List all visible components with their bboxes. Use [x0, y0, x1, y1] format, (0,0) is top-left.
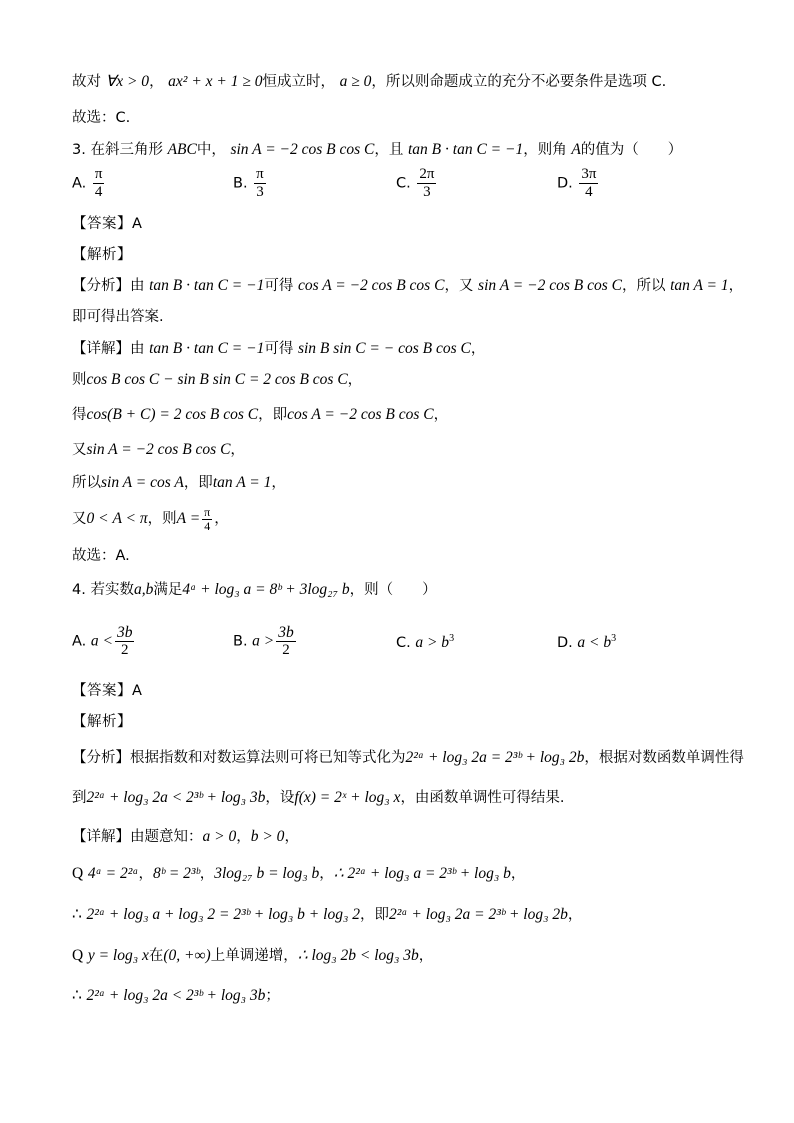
text: ，且 — [374, 142, 404, 158]
math-expr: a < — [90, 632, 113, 650]
fraction-numerator: 3b — [116, 624, 133, 641]
fraction-numerator: π — [94, 166, 103, 182]
text: 所以 — [72, 475, 101, 491]
text-line — [72, 473, 286, 493]
math-expr: cos A = −2 cos B cos C — [287, 406, 434, 423]
option-letter: C. — [396, 175, 411, 192]
option-a — [72, 624, 136, 659]
text: ，即 — [258, 407, 288, 423]
option-b — [233, 624, 298, 659]
answer-label — [72, 214, 142, 234]
option-c — [396, 166, 438, 201]
math-expr: sin A = cos A — [101, 474, 184, 491]
math-expr: (0, +∞) — [163, 947, 211, 964]
text: ， — [728, 278, 744, 294]
option-c — [396, 634, 454, 652]
text: 故选：C. — [72, 110, 131, 126]
text: ， — [271, 475, 286, 491]
math-expr: 0 < A < π — [86, 510, 148, 527]
question-3 — [72, 140, 682, 160]
text-line — [72, 827, 299, 847]
text-line: 故对 ∀x > 0， ax² + x + 1 ≥ 0恒成立时， a ≥ 0，所以则命题成立的充分不必要条件是选项 C. — [72, 73, 667, 90]
text: ， — [319, 866, 334, 882]
text: 【解析】 — [72, 247, 132, 263]
text: ，即 — [359, 907, 389, 923]
fraction-denominator: 2 — [282, 642, 290, 658]
text: 则 — [72, 372, 87, 388]
fraction-numerator: 3b — [278, 624, 294, 641]
text: 3. 在斜三角形 — [72, 142, 163, 158]
option-d — [557, 634, 616, 652]
text: 可得 — [264, 278, 294, 294]
option-letter: A. — [72, 175, 87, 192]
fraction-denominator: 3 — [256, 184, 264, 200]
text: 上单调递增， — [210, 948, 298, 964]
text: 恒成立时， — [262, 74, 336, 90]
text: 故选：A. — [72, 548, 130, 564]
text: ，根据对数函数单调性得 — [584, 750, 744, 766]
math-expr: a > — [252, 632, 275, 650]
math-expr: tan B · tan C = −1 — [149, 277, 265, 294]
text: ； — [265, 988, 280, 1004]
math-expr: sin A = −2 cos B cos C — [86, 441, 231, 458]
math-expr: A = — [176, 510, 201, 527]
math-expr: 2²ᵃ + log₃ a + log₃ 2 = 2³ᵇ + log₃ b + log₃ 2 — [86, 906, 360, 923]
fraction-denominator: 2 — [120, 642, 129, 658]
math-expr: cos B cos C − sin B sin C = 2 cos B cos C — [86, 371, 348, 388]
text: ， — [510, 866, 526, 882]
math-expr: a > b — [415, 634, 450, 651]
text: ，即 — [183, 475, 213, 491]
text: ， — [236, 829, 251, 845]
text-line — [72, 108, 130, 128]
question-4 — [72, 580, 437, 600]
math-expr: ABC — [167, 141, 197, 158]
text-line — [72, 986, 280, 1006]
text-line — [72, 748, 744, 768]
text: 在 — [148, 948, 164, 964]
option-a — [72, 166, 106, 201]
option-d — [557, 166, 600, 201]
text: ，由函数单调性可得结果. — [400, 790, 565, 806]
math-expr: a ≥ 0 — [339, 73, 372, 90]
text: 满足 — [153, 582, 183, 598]
text: 【分析】根据指数和对数运算法则可将已知等式化为 — [72, 750, 406, 766]
math-expr: sin B sin C = − cos B cos C — [297, 340, 471, 357]
text-line — [72, 276, 743, 296]
text: 【答案】A — [72, 683, 143, 699]
text-line — [72, 864, 525, 884]
text-line — [72, 307, 164, 327]
math-expr: a,b — [133, 581, 154, 598]
math-expr: 3log₂₇ b = log₃ b — [214, 865, 320, 882]
math-expr: y = log₃ x — [87, 947, 149, 964]
math-expr: a < b — [577, 634, 612, 651]
math-expr: tan A = 1 — [212, 474, 272, 491]
text: 到 — [72, 790, 87, 806]
text: 【详解】由题意知： — [72, 829, 203, 845]
text: ，则角 — [523, 142, 567, 158]
text: 可得 — [264, 341, 294, 357]
text-line — [72, 946, 433, 966]
math-expr: sin A = −2 cos B cos C — [230, 141, 375, 158]
superscript: 3 — [449, 633, 455, 645]
text: ， — [418, 948, 434, 964]
text: ，则（ ） — [349, 582, 437, 598]
text: ，则 — [147, 511, 177, 527]
math-expr: A — [571, 141, 581, 158]
math-expr: 2²ᵃ + log₃ 2a = 2³ᵇ + log₃ 2b — [405, 749, 585, 766]
text-line — [72, 405, 448, 425]
text: ， — [284, 829, 299, 845]
text: 中， — [196, 142, 226, 158]
fraction-denominator: 4 — [94, 184, 103, 200]
option-letter: D. — [557, 175, 573, 192]
text-line — [72, 905, 582, 925]
therefore-symbol: ∴ — [72, 987, 82, 1004]
option-letter: D. — [557, 635, 573, 651]
math-expr: 4ᵃ + log₃ a = 8ᵇ + 3log₂₇ b — [182, 581, 350, 598]
math-expr: b > 0 — [250, 828, 285, 845]
math-expr: ∴ log₃ 2b < log₃ 3b — [297, 947, 419, 964]
fraction-denominator: 3 — [423, 184, 431, 200]
math-expr: 8ᵇ = 2³ᵇ — [153, 865, 200, 882]
text-line — [72, 370, 362, 390]
text-line — [72, 440, 245, 460]
math-expr: 4ᵃ = 2²ᵃ — [87, 865, 139, 882]
math-expr: sin A = −2 cos B cos C — [478, 277, 622, 294]
text: ， — [230, 442, 245, 458]
text: 4. 若实数 — [72, 582, 134, 598]
text: ， — [214, 511, 229, 527]
text: ， — [433, 407, 449, 423]
text: 即可得出答案. — [72, 309, 164, 325]
option-letter: A. — [72, 633, 87, 650]
option-letter: B. — [233, 633, 248, 650]
since-symbol: Q — [72, 865, 84, 882]
math-expr: f(x) = 2ˣ + log₃ x — [294, 789, 401, 806]
math-expr: 2²ᵃ + log₃ 2a = 2³ᵇ + log₃ 2b — [388, 906, 568, 923]
math-expr: tan A = 1 — [670, 277, 729, 294]
text: 的值为（ ） — [580, 142, 683, 158]
math-expr: a > 0 — [202, 828, 237, 845]
text-line — [72, 788, 565, 808]
option-b — [233, 166, 268, 201]
text: ，又 — [444, 278, 474, 294]
therefore-symbol: ∴ — [72, 906, 82, 923]
math-expr: ∀x > 0 — [105, 73, 150, 90]
fraction-numerator: π — [204, 504, 211, 519]
text: ，设 — [265, 790, 295, 806]
math-expr: tan B · tan C = −1 — [149, 340, 265, 357]
text: ， — [199, 866, 215, 882]
math-expr: ∴ 2²ᵃ + log₃ a = 2³ᵇ + log₃ b — [333, 865, 511, 882]
fraction-numerator: 2π — [419, 166, 435, 182]
text: ，所以则命题成立的充分不必要条件是选项 C. — [371, 74, 667, 90]
math-expr: ax² + x + 1 ≥ 0 — [168, 73, 263, 90]
text: 【答案】A — [72, 216, 143, 232]
text: 又 — [72, 442, 87, 458]
answer-label — [72, 681, 142, 701]
text: ， — [567, 907, 583, 923]
since-symbol: Q — [72, 947, 84, 964]
text: ， — [470, 341, 486, 357]
text: 得 — [72, 407, 87, 423]
text: ， — [138, 866, 154, 882]
text: ， — [347, 372, 363, 388]
text-line — [72, 339, 485, 359]
text: ，所以 — [621, 278, 666, 294]
analysis-label — [72, 245, 132, 265]
analysis-label — [72, 712, 132, 732]
math-expr: 2²ᵃ + log₃ 2a < 2³ᵇ + log₃ 3b — [86, 987, 266, 1004]
fraction-numerator: π — [256, 166, 264, 182]
text: 故对 — [72, 74, 101, 90]
text: 【详解】由 — [72, 341, 145, 357]
fraction-denominator: 4 — [585, 184, 593, 200]
math-expr: cos A = −2 cos B cos C — [297, 277, 445, 294]
math-expr: 2²ᵃ + log₃ 2a < 2³ᵇ + log₃ 3b — [86, 789, 266, 806]
fraction-denominator: 4 — [204, 518, 211, 533]
text: 【解析】 — [72, 714, 132, 730]
text: 又 — [72, 511, 87, 527]
superscript: 3 — [611, 633, 617, 645]
math-expr: tan B · tan C = −1 — [407, 141, 524, 158]
text-line — [72, 504, 229, 534]
option-letter: B. — [233, 175, 248, 192]
option-letter: C. — [396, 635, 411, 651]
math-expr: cos(B + C) = 2 cos B cos C — [86, 406, 259, 423]
text-line — [72, 546, 130, 566]
text: 【分析】由 — [72, 278, 145, 294]
fraction-numerator: 3π — [581, 166, 597, 182]
